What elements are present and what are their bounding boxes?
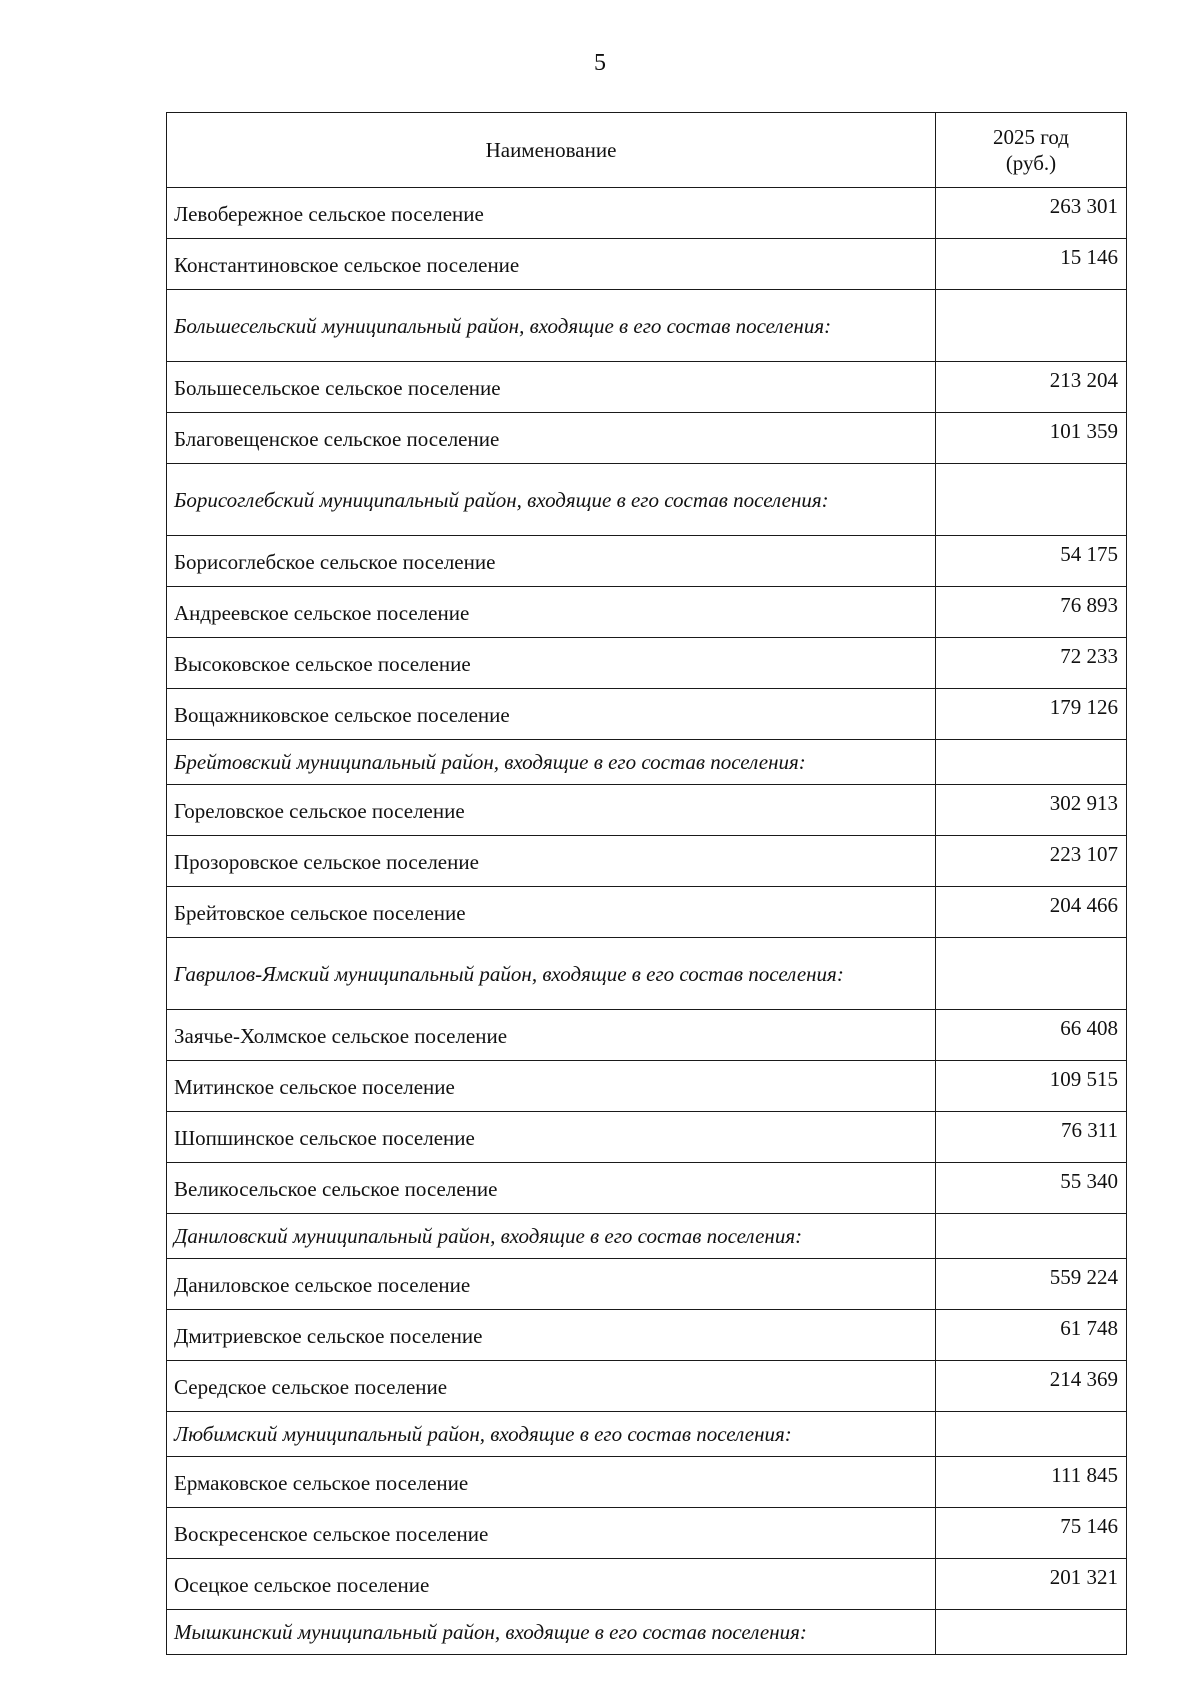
settlement-value: 101 359	[936, 413, 1127, 464]
settlement-name: Брейтовское сельское поселение	[167, 887, 936, 938]
settlement-value: 263 301	[936, 188, 1127, 239]
header-year-label: 2025 год	[993, 125, 1069, 149]
settlement-value: 76 311	[936, 1112, 1127, 1163]
district-row	[167, 740, 1127, 785]
district-name: Даниловский муниципальный район, входящие в его состав поселения:	[167, 1214, 936, 1259]
table-row	[167, 413, 1127, 464]
district-name: Мышкинский муниципальный район, входящие в его состав поселения:	[167, 1610, 936, 1655]
district-row	[167, 290, 1127, 362]
district-value	[936, 740, 1127, 785]
settlement-name: Левобережное сельское поселение	[167, 188, 936, 239]
table-row	[167, 836, 1127, 887]
district-row	[167, 1214, 1127, 1259]
settlement-value: 111 845	[936, 1457, 1127, 1508]
settlement-value: 204 466	[936, 887, 1127, 938]
settlement-value: 76 893	[936, 587, 1127, 638]
district-row	[167, 1412, 1127, 1457]
district-value	[936, 938, 1127, 1010]
district-value	[936, 1412, 1127, 1457]
settlement-value: 61 748	[936, 1310, 1127, 1361]
settlement-name: Воскресенское сельское поселение	[167, 1508, 936, 1559]
district-row	[167, 938, 1127, 1010]
table-row	[167, 1457, 1127, 1508]
district-name: Борисоглебский муниципальный район, входящие в его состав поселения:	[167, 464, 936, 536]
table-row	[167, 785, 1127, 836]
table-row	[167, 1259, 1127, 1310]
district-value	[936, 290, 1127, 362]
settlement-name: Вощажниковское сельское поселение	[167, 689, 936, 740]
settlement-value: 214 369	[936, 1361, 1127, 1412]
district-name: Брейтовский муниципальный район, входящие в его состав поселения:	[167, 740, 936, 785]
settlement-name: Ермаковское сельское поселение	[167, 1457, 936, 1508]
table-row	[167, 1310, 1127, 1361]
settlement-name: Гореловское сельское поселение	[167, 785, 936, 836]
table-row	[167, 362, 1127, 413]
table-header-row	[167, 113, 1127, 188]
settlement-value: 223 107	[936, 836, 1127, 887]
settlement-name: Великосельское сельское поселение	[167, 1163, 936, 1214]
settlement-name: Высоковское сельское поселение	[167, 638, 936, 689]
table-row	[167, 587, 1127, 638]
district-value	[936, 1214, 1127, 1259]
header-name-cell: Наименование	[167, 113, 936, 188]
settlement-value: 179 126	[936, 689, 1127, 740]
table-row	[167, 1061, 1127, 1112]
table-row	[167, 1112, 1127, 1163]
district-name: Гаврилов-Ямский муниципальный район, входящие в его состав поселения:	[167, 938, 936, 1010]
settlement-value: 201 321	[936, 1559, 1127, 1610]
header-unit-label: (руб.)	[1005, 151, 1057, 175]
table-row	[167, 1010, 1127, 1061]
settlement-value: 109 515	[936, 1061, 1127, 1112]
settlement-value: 559 224	[936, 1259, 1127, 1310]
table-row	[167, 1163, 1127, 1214]
district-name: Любимский муниципальный район, входящие в его состав поселения:	[167, 1412, 936, 1457]
settlement-name: Осецкое сельское поселение	[167, 1559, 936, 1610]
settlement-value: 55 340	[936, 1163, 1127, 1214]
settlement-name: Дмитриевское сельское поселение	[167, 1310, 936, 1361]
settlement-value: 75 146	[936, 1508, 1127, 1559]
settlement-name: Митинское сельское поселение	[167, 1061, 936, 1112]
settlement-value: 72 233	[936, 638, 1127, 689]
settlement-name: Константиновское сельское поселение	[167, 239, 936, 290]
table-row	[167, 1559, 1127, 1610]
settlement-value: 15 146	[936, 239, 1127, 290]
table-row	[167, 887, 1127, 938]
table-row	[167, 188, 1127, 239]
settlement-value: 66 408	[936, 1010, 1127, 1061]
table-row	[167, 689, 1127, 740]
district-value	[936, 1610, 1127, 1655]
table-row	[167, 536, 1127, 587]
settlement-value: 54 175	[936, 536, 1127, 587]
district-row	[167, 1610, 1127, 1655]
table-body	[167, 188, 1127, 1655]
settlement-value: 213 204	[936, 362, 1127, 413]
settlement-name: Большесельское сельское поселение	[167, 362, 936, 413]
table-row	[167, 1361, 1127, 1412]
settlement-name: Заячье-Холмское сельское поселение	[167, 1010, 936, 1061]
settlement-name: Шопшинское сельское поселение	[167, 1112, 936, 1163]
table-row	[167, 1508, 1127, 1559]
table-row	[167, 239, 1127, 290]
allocation-table	[166, 112, 1127, 1655]
settlement-name: Благовещенское сельское поселение	[167, 413, 936, 464]
settlement-name: Прозоровское сельское поселение	[167, 836, 936, 887]
header-year-cell	[936, 113, 1127, 188]
settlement-name: Борисоглебское сельское поселение	[167, 536, 936, 587]
page-number: 5	[594, 50, 606, 76]
settlement-value: 302 913	[936, 785, 1127, 836]
table-row	[167, 638, 1127, 689]
district-name: Большесельский муниципальный район, входящие в его состав поселения:	[167, 290, 936, 362]
district-value	[936, 464, 1127, 536]
district-row	[167, 464, 1127, 536]
settlement-name: Даниловское сельское поселение	[167, 1259, 936, 1310]
settlement-name: Андреевское сельское поселение	[167, 587, 936, 638]
settlement-name: Середское сельское поселение	[167, 1361, 936, 1412]
